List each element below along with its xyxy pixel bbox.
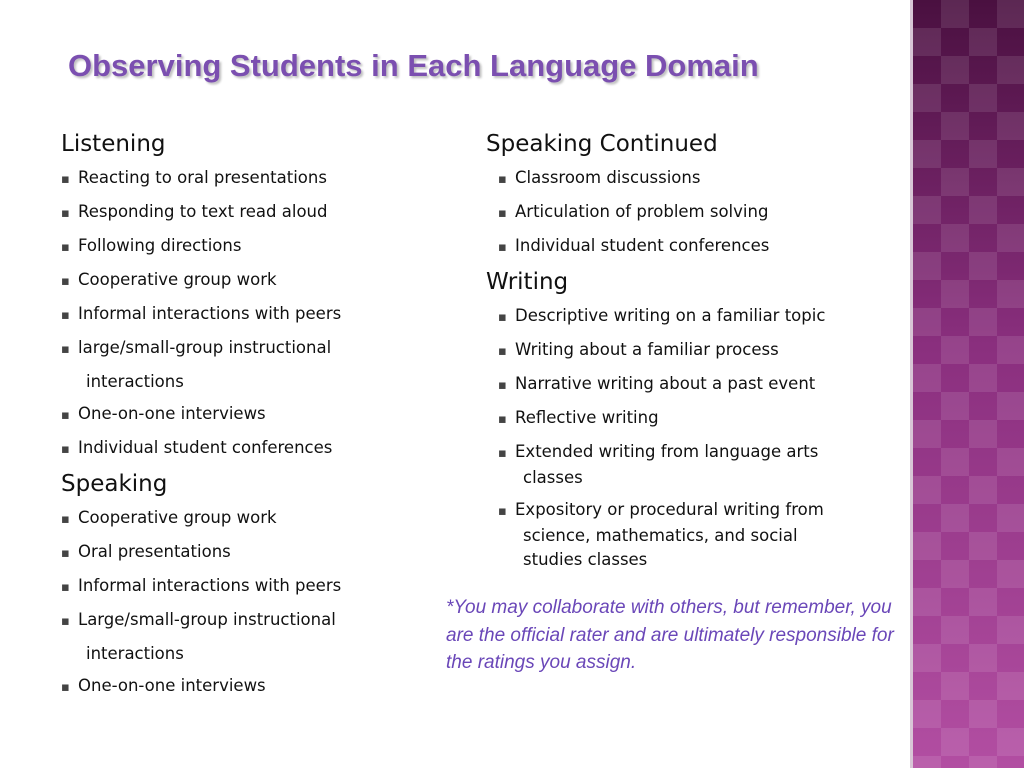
writing-heading: Writing	[486, 269, 569, 295]
list-item: ▪ One-on-one interviews	[61, 398, 451, 432]
square-bullet-icon: ▪	[498, 240, 507, 255]
list-item: ▪ Extended writing from language arts classes	[498, 442, 819, 487]
square-bullet-icon: ▪	[61, 512, 70, 527]
square-bullet-icon: ▪	[498, 344, 507, 359]
list-item: ▪ Descriptive writing on a familiar topic	[486, 300, 896, 334]
rater-note: *You may collaborate with others, but remember, you are the official rater and are ultimately responsible for the ratings you assign.	[446, 597, 894, 673]
list-item: ▪ Informal interactions with peers	[61, 298, 451, 332]
list-item: ▪ Reacting to oral presentations	[61, 162, 451, 196]
square-bullet-icon: ▪	[61, 580, 70, 595]
square-bullet-icon: ▪	[498, 172, 507, 187]
square-bullet-icon: ▪	[61, 240, 70, 255]
square-bullet-icon: ▪	[498, 310, 507, 325]
decorative-side-band	[913, 0, 1024, 768]
square-bullet-icon: ▪	[61, 408, 70, 423]
square-bullet-icon: ▪	[61, 172, 70, 187]
list-item: ▪ Articulation of problem solving	[486, 196, 896, 230]
square-bullet-icon: ▪	[61, 342, 70, 357]
square-bullet-icon: ▪	[498, 206, 507, 221]
list-item: ▪ Informal interactions with peers	[61, 570, 451, 604]
list-item: ▪ Individual student conferences	[61, 432, 451, 466]
square-bullet-icon: ▪	[61, 308, 70, 323]
slide-title: Observing Students in Each Language Domain	[68, 48, 759, 83]
list-item: ▪ One-on-one interviews	[61, 670, 451, 704]
square-bullet-icon: ▪	[61, 614, 70, 629]
list-item: ▪ Expository or procedural writing from science, mathematics, and social studies classes	[498, 500, 824, 569]
list-item: ▪ Following directions	[61, 230, 451, 264]
square-bullet-icon: ▪	[61, 274, 70, 289]
list-item: ▪ Writing about a familiar process	[486, 334, 896, 368]
list-item: ▪ Responding to text read aloud	[61, 196, 451, 230]
square-bullet-icon: ▪	[61, 206, 70, 221]
left-column	[61, 126, 451, 704]
list-item: ▪ large/small-group instructional	[61, 332, 451, 366]
square-bullet-icon: ▪	[498, 412, 507, 427]
right-column	[486, 126, 896, 576]
list-item-continuation: interactions	[86, 644, 184, 663]
list-item: ▪ Individual student conferences	[486, 230, 896, 264]
list-item: ▪ Cooperative group work	[61, 502, 451, 536]
list-item-continuation: interactions	[86, 372, 184, 391]
list-item: ▪ Narrative writing about a past event	[486, 368, 896, 402]
square-bullet-icon: ▪	[498, 446, 507, 461]
list-item: ▪ Oral presentations	[61, 536, 451, 570]
list-item: ▪ Classroom discussions	[486, 162, 896, 196]
list-item: ▪ Reflective writing	[486, 402, 896, 436]
square-bullet-icon: ▪	[61, 680, 70, 695]
square-bullet-icon: ▪	[498, 504, 507, 519]
speaking-continued-heading: Speaking Continued	[486, 131, 718, 157]
list-item: ▪ Cooperative group work	[61, 264, 451, 298]
square-bullet-icon: ▪	[61, 546, 70, 561]
speaking-heading: Speaking	[61, 471, 168, 497]
listening-heading: Listening	[61, 131, 166, 157]
square-bullet-icon: ▪	[61, 442, 70, 457]
square-bullet-icon: ▪	[498, 378, 507, 393]
list-item: ▪ Large/small-group instructional	[61, 604, 451, 638]
